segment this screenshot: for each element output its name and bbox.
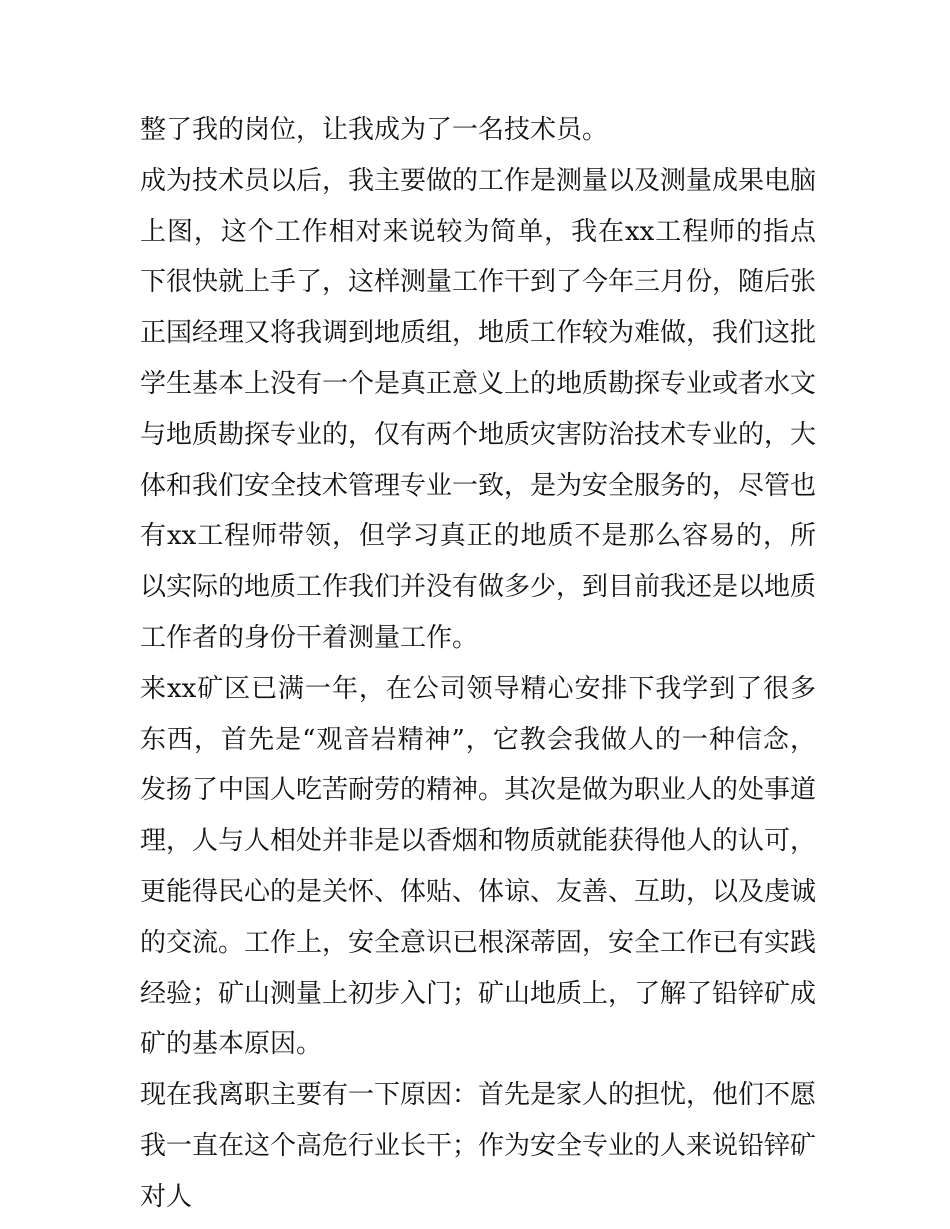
paragraph-1: 整了我的岗位，让我成为了一名技术员。 bbox=[140, 115, 609, 145]
paragraph-4: 现在我离职主要有一下原因：首先是家人的担忧，他们不愿我一直在这个高危行业长干；作为安全专业的人来说铅锌矿对人 bbox=[140, 1080, 817, 1212]
document-body bbox=[140, 105, 816, 1223]
paragraph-3: 来xx矿区已满一年，在公司领导精心安排下我学到了很多东西，首先是“观音岩精神”，它教会我做人的一种信念，发扬了中国人吃苦耐劳的精神。其次是做为职业人的处事道理，人与人相处并非是以香烟和物质就能获得他人的认可，更能得民心的是关怀、体贴、体谅、友善、互助，以及虔诚的交流。工作上，安全意识已根深蒂固，安全工作已有实践经验；矿山测量上初步入门；矿山地质上，了解了铅锌矿成矿的基本原因。 bbox=[140, 673, 817, 1060]
paragraph-2: 成为技术员以后，我主要做的工作是测量以及测量成果电脑上图，这个工作相对来说较为简单，我在xx工程师的指点下很快就上手了，这样测量工作干到了今年三月份，随后张正国经理又将我调到地质组，地质工作较为难做，我们这批学生基本上没有一个是真正意义上的地质勘探专业或者水文与地质勘探专业的，仅有两个地质灾害防治技术专业的，大体和我们安全技术管理专业一致，是为安全服务的，尽管也有xx工程师带领，但学习真正的地质不是那么容易的，所以实际的地质工作我们并没有做多少，到目前我还是以地质工作者的身份干着测量工作。 bbox=[140, 165, 817, 653]
